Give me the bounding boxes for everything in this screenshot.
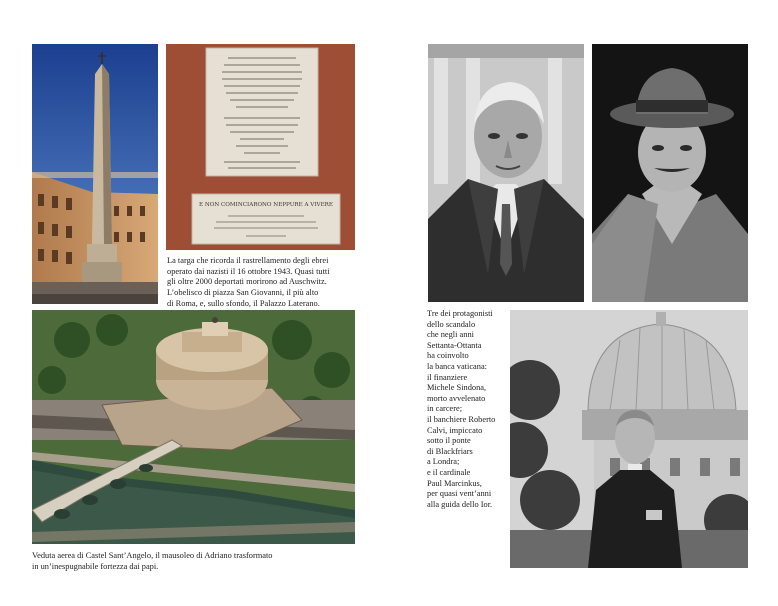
- plaque-inscription: E NON COMINCIARONO NEPPURE A VIVERE: [199, 202, 333, 208]
- caption-line: il finanziere: [427, 372, 468, 382]
- caption-line: Paul Marcinkus,: [427, 478, 482, 488]
- caption-line: per quasi vent’anni: [427, 489, 492, 499]
- obelisk-caption: [167, 288, 362, 309]
- caption-line: in un’inespugnabile fortezza dai papi.: [32, 561, 159, 571]
- caption-line: a Londra;: [427, 457, 460, 467]
- caption-line: che negli anni: [427, 330, 474, 340]
- caption-line: il banchiere Roberto: [427, 414, 496, 424]
- caption-line: La targa che ricorda il rastrellamento degli ebrei: [167, 256, 329, 265]
- castel-sant-angelo-photo: [32, 310, 355, 544]
- calvi-portrait-photo: [592, 44, 748, 302]
- caption-line: in carcere;: [427, 404, 463, 414]
- caption-line: gli oltre 2000 deportati morirono ad Auschwitz.: [167, 277, 327, 287]
- plaque-photo: [166, 44, 355, 250]
- plaque-caption: [167, 256, 362, 288]
- protagonists-caption: [427, 309, 517, 510]
- caption-line: sotto il ponte: [427, 436, 471, 446]
- caption-line: Veduta aerea di Castel Sant’Angelo, il mausoleo di Adriano trasformato: [32, 551, 273, 560]
- caption-line: Calvi, impiccato: [427, 425, 483, 435]
- castel-caption: [32, 551, 362, 572]
- caption-line: la banca vaticana:: [427, 361, 487, 371]
- caption-line: dello scandalo: [427, 319, 476, 329]
- marcinkus-photo: [510, 310, 748, 568]
- caption-line: L’obelisco di piazza San Giovanni, il più alto: [167, 288, 319, 297]
- caption-line: di Roma, e, sullo sfondo, il Palazzo Laterano.: [167, 298, 320, 308]
- caption-line: Settanta-Ottanta: [427, 340, 482, 350]
- caption-line: ha coinvolto: [427, 351, 469, 361]
- obelisk-photo: [32, 44, 158, 304]
- caption-line: morto avvelenato: [427, 393, 486, 403]
- caption-line: alla guida dello Ior.: [427, 499, 493, 509]
- caption-line: Michele Sindona,: [427, 383, 487, 393]
- sindona-portrait-photo: [428, 44, 584, 302]
- caption-line: operato dai nazisti il 16 ottobre 1943. Quasi tutti: [167, 266, 330, 276]
- caption-line: di Blackfriars: [427, 446, 473, 456]
- caption-line: Tre dei protagonisti: [427, 309, 493, 318]
- caption-line: e il cardinale: [427, 467, 471, 477]
